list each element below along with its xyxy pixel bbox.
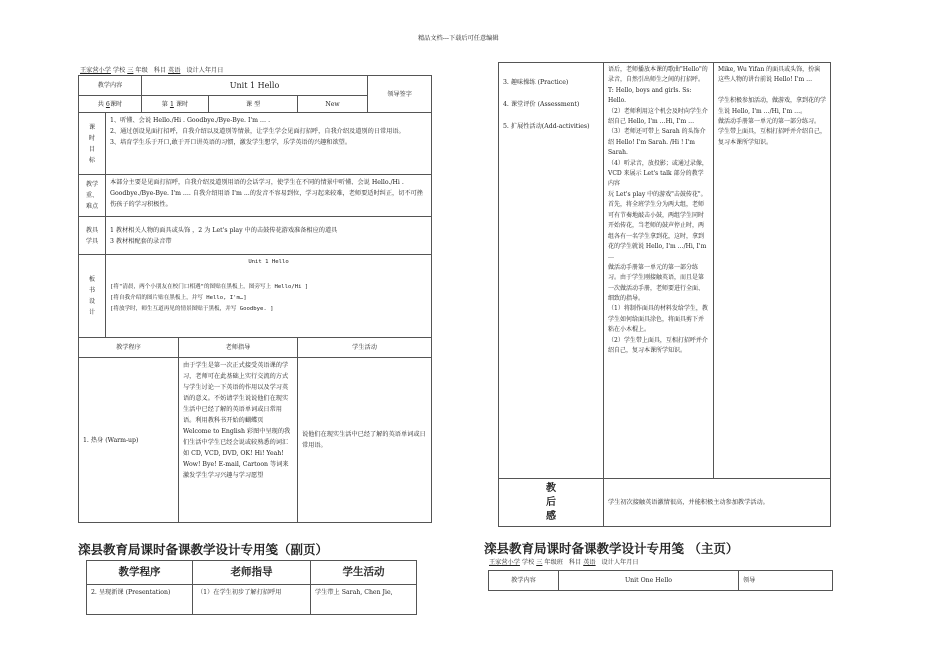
- right-grade-label: 年级班: [544, 559, 563, 566]
- tools-label: 教具学具: [79, 217, 106, 255]
- right-school-line: [489, 558, 639, 569]
- right-designer-label: 设计人年月日: [601, 559, 639, 566]
- right-school-label: 学校: [521, 559, 535, 566]
- right-student-activity: Mike, Wu Yifan 的面具或头饰，扮演这些人物的讲台前说 Hello! I'm … 学生积极参加活动，做游戏，拿到花的学生说 Hello, I'm …/Hi, I'm …。 做活动手册第一单元的第一部分练习。 学生带上面具，互相打招呼并介绍自己，复习本课所学知识。: [714, 63, 831, 479]
- goals-label: 课时目标: [79, 113, 106, 175]
- main-page-title: 滦县教育局课时备课教学设计专用笺 （主页）: [484, 541, 739, 556]
- right-content-label: 教学内容: [489, 571, 559, 591]
- board-line-1: [将"清晨，两个小朋友在校门口相遇"的图贴在黑板上，图旁写上 Hello/Hi ]: [110, 284, 309, 290]
- warmup-student: 说他们在现实生活中已经了解的英语单词或日常用语。: [298, 358, 432, 523]
- goal-2: 2、通过创设见面打招呼，自我介绍以及道别等情景，让学生学会见面打招呼，自我介绍及道别的日常用语。: [110, 128, 405, 135]
- step-assessment: 4. 课堂评价 (Assessment): [503, 101, 580, 108]
- subpage-title: 滦县教育局课时备课教学设计专用笺（副页）: [78, 542, 329, 557]
- tool-2: 3 教材相配套的录音带: [110, 237, 172, 245]
- goal-3: 3、培育学生乐于开口,敢于开口讲英语的习惯，激发学生想学，乐学英语的兴趣和欲望。: [110, 139, 352, 146]
- warmup-teacher: 由于学生是第一次正式接受英语课的学习，老师可在此基础上实行交流的方式与学生讨论一下英语的作用以及学习英语的意义。不妨请学生说说他们在现实生活中已经了解的英语单词或日常用语。利用教科书开始的蝴蝶页 Welcome to English 彩图中呈现的我们生活中学生已经会说或较熟悉的词汇如 CD, VCD, DVD, OK! Hi! Yeah! Wow! Bye! E-mail, Cartoon 等词来激发学生学习兴趣与学习愿望: [179, 358, 298, 523]
- lesson-number: 第 1 课时: [142, 96, 209, 113]
- subpage-table: [86, 560, 417, 615]
- tools-text: [106, 217, 432, 255]
- right-school-name: 王家营小学: [489, 559, 520, 566]
- goal-1: 1、听懂、会说 Hello./Hi . Goodbye./Bye-Bye. I'm … .: [110, 117, 271, 124]
- subject-value: 英语: [168, 67, 181, 74]
- board-line-3: [将放学时，师生互道再见的情景图贴于黑板，并写 Goodbye. ]: [110, 306, 274, 312]
- content-value: Unit 1 Hello: [142, 76, 368, 96]
- right-subject-value: 英语: [583, 559, 596, 566]
- grade-value: 三: [127, 67, 134, 74]
- col-header-procedure: 教学程序: [79, 338, 179, 358]
- total-lessons: 共 6课时: [79, 96, 142, 113]
- school-name: 王家营小学: [80, 67, 111, 74]
- content-label: 教学内容: [79, 76, 142, 96]
- presentation-procedure: 2. 呈现新课 (Presentation): [87, 585, 193, 615]
- goals-text: [106, 113, 432, 175]
- step-practice: 3. 趣味操练 (Practice): [503, 79, 569, 86]
- right-continuation-table: [498, 62, 831, 527]
- reflection-text: 学生初次接触英语激情很高，并能积极主动参加教学活动。: [604, 479, 831, 527]
- col-header-student: 学生活动: [298, 338, 432, 358]
- col-header-teacher: 老师指导: [179, 338, 298, 358]
- lesson-type-value: New: [298, 96, 368, 113]
- presentation-teacher: （1）在学生初步了解打招呼用: [193, 585, 311, 615]
- right-header-table: [488, 570, 833, 591]
- grade-label: 年级: [135, 67, 148, 74]
- sub-header-student: 学生活动: [311, 561, 417, 585]
- left-lesson-table: [78, 75, 432, 523]
- key-points-label: 教学重、难点: [79, 175, 106, 217]
- right-steps: [499, 63, 604, 479]
- right-leader-label: 领导: [739, 571, 833, 591]
- sub-header-procedure: 教学程序: [87, 561, 193, 585]
- lesson-type-label: 课 型: [209, 96, 298, 113]
- board-design-label: 板书设计: [79, 255, 106, 338]
- reflection-label: 教后感: [499, 479, 604, 527]
- presentation-student: 学生带上 Sarah, Chen Jie,: [311, 585, 417, 615]
- right-subject-label: 科目: [568, 559, 582, 566]
- board-title: Unit 1 Hello: [248, 259, 289, 265]
- board-line-2: [将自我介绍的图片贴在黑板上，并写 Hello, I'm…]: [110, 295, 247, 301]
- warmup-procedure: 1. 热身 (Warm-up): [79, 358, 179, 523]
- sub-header-teacher: 老师指导: [193, 561, 311, 585]
- page-header: 精品文档---下载后可任意编辑: [418, 35, 499, 42]
- right-content-value: Unit One Hello: [559, 571, 739, 591]
- tool-1: 1 教材相关人物的面具或头饰 ，2 为 Let's play 中的击鼓传花游戏准备相应的道具: [110, 226, 338, 234]
- board-design: [106, 255, 432, 338]
- step-add-activities: 5. 扩展性活动(Add-activities): [503, 123, 590, 130]
- designer-label: 设计人年月日: [186, 67, 224, 74]
- right-grade-value: 三: [536, 559, 543, 566]
- subject-label: 科目: [153, 67, 167, 74]
- key-points-text: 本部分主要是见面打招呼，自我介绍及道别用语的会话学习，使学生在不同的情景中听懂、会说 Hello./Hi . Goodbye./Bye-Bye. I'm .... 自我介绍用语 I'm ...的发音不容易到位，学习起来较难，老师要适时纠正，切不可挫伤孩子的学习积极性。: [106, 175, 432, 217]
- leader-sign-label: 领导签字: [368, 76, 432, 113]
- school-label: 学校: [112, 67, 126, 74]
- right-teacher-guidance: 语后，老师播放本课的歌曲"Hello"的录音，自然引出师生之间的打招呼。 T: Hello, boys and girls. Ss: Hello. （2）老师利用这个机会及时向学生介绍自己 Hello, I'm …Hi, I'm … （3）老师还可带上 Sarah 的头饰介绍 Hello! I'm Sarah. /Hi ! I'm Sarah. （4）听录音，放投影；或通过录像，VCD 来展示 Let's talk 部分的教学内容 玩 Let's play 中的游戏"击鼓传花"。首先，将全班学生分为两大组，老师可有节奏地敲击小鼓，两组学生同时开始传花，当老师的鼓声停止时，两组各有一名学生拿到花，这时，拿到花的学生就说 Hello, I'm …/Hi, I'm … 做活动手册第一单元的第一部分练习。由于学生刚接触英语，而且是第一次做活动手册，老师要进行全面、细致的指导。 （1）将制作面具的材料发给学生，教学生如何给面具涂色，将面具剪下并粘在小木棍上。 （2）学生带上面具，互相打招呼并介绍自己，复习本课所学知识。: [604, 63, 714, 479]
